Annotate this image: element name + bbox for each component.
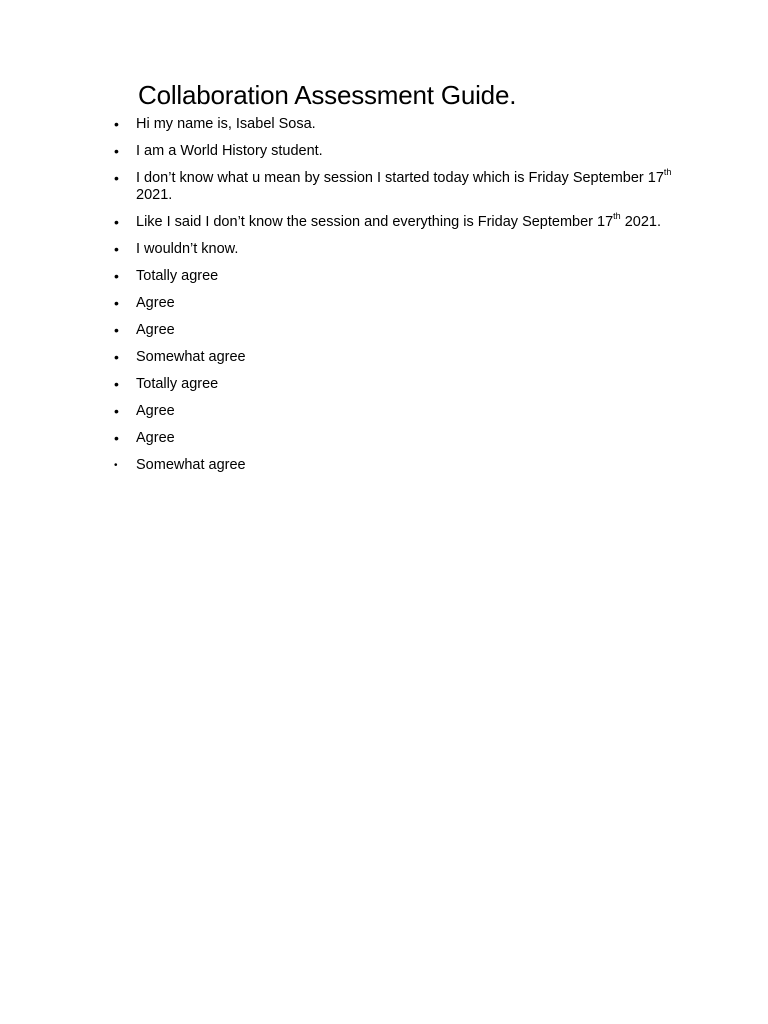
bullet-icon: • [114, 268, 119, 284]
list-item [0, 376, 768, 393]
bullet-icon: • [114, 241, 119, 257]
list-item [0, 167, 768, 204]
list-item [0, 457, 768, 474]
list-item [0, 403, 768, 420]
bullet-icon: • [114, 349, 119, 365]
list-item [0, 116, 768, 133]
list-item-text: Hi my name is, Isabel Sosa. [136, 116, 316, 132]
list-item [0, 143, 768, 160]
list-item-text: Like I said I don’t know the session and everything is Friday September 17 [136, 214, 614, 230]
list-item [0, 241, 768, 258]
bullet-icon: • [114, 322, 119, 338]
bullet-icon: • [114, 460, 118, 471]
bullet-icon: • [114, 295, 119, 311]
list-item-text: Agree [136, 403, 175, 419]
bullet-icon: • [114, 376, 119, 392]
list-item-text-end: 2021. [136, 187, 173, 203]
superscript: th [663, 167, 672, 178]
bullet-icon: • [114, 214, 119, 230]
list-item-text: Agree [136, 295, 175, 311]
list-item [0, 295, 768, 312]
list-item-text-end: 2021. [620, 214, 661, 230]
bullet-icon: • [114, 143, 119, 159]
list-item-text: Somewhat agree [136, 349, 246, 365]
list-item [0, 268, 768, 285]
document-title: Collaboration Assessment Guide. [138, 80, 517, 110]
superscript: th [613, 211, 621, 222]
list-item [0, 322, 768, 339]
list-item-text: Agree [136, 322, 175, 338]
list-item-text: I wouldn’t know. [136, 241, 239, 257]
bullet-icon: • [114, 170, 119, 186]
bullet-icon: • [114, 430, 119, 446]
list-item [0, 430, 768, 447]
list-item [0, 211, 768, 231]
list-item-text: Somewhat agree [136, 457, 246, 473]
bullet-list [0, 116, 768, 484]
list-item-text: I am a World History student. [136, 143, 323, 159]
bullet-icon: • [114, 116, 119, 132]
list-item-text: Totally agree [136, 376, 219, 392]
list-item [0, 349, 768, 366]
list-item-text: Agree [136, 430, 175, 446]
list-item-text: I don’t know what u mean by session I started today which is Friday September 17 [136, 170, 664, 186]
bullet-icon: • [114, 403, 119, 419]
list-item-text: Totally agree [136, 268, 219, 284]
